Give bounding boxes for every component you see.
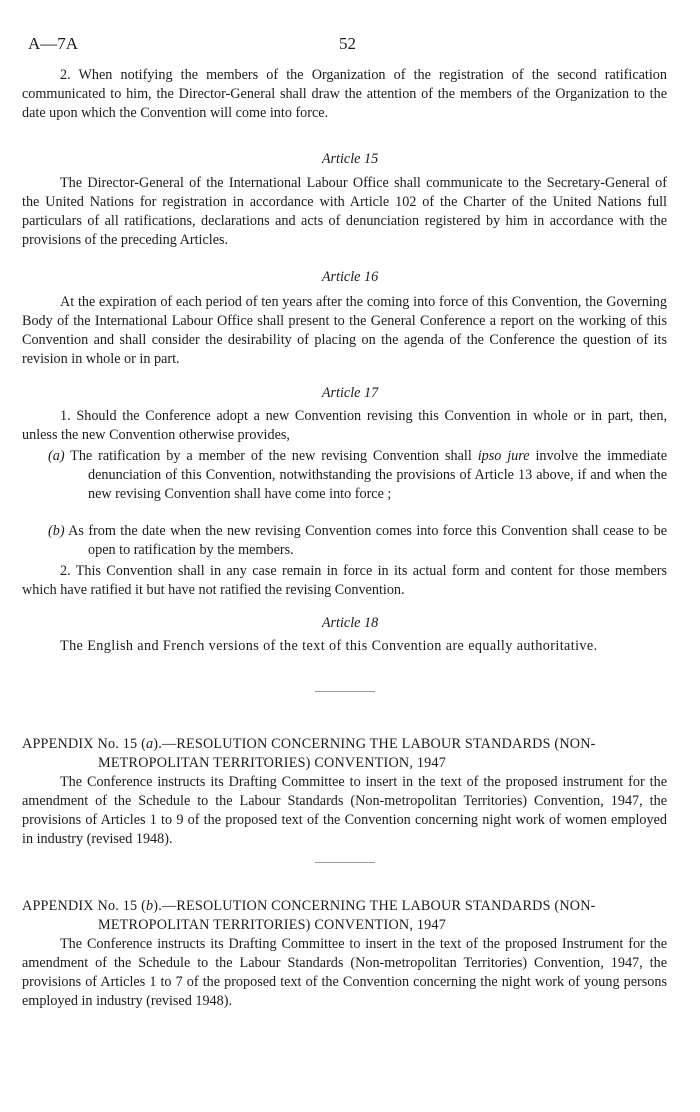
article-17-paragraph-1: 1. Should the Conference adopt a new Convention revising this Convention in whole or in part, then, unless the new Convention otherwise provides,	[22, 408, 667, 443]
appendix-15b-heading	[22, 897, 667, 935]
section-divider	[315, 691, 375, 692]
article-17-title: Article 17	[321, 385, 379, 401]
appendix-15a	[22, 735, 667, 849]
article-17-item-b	[48, 522, 667, 560]
item-a-label: (a)	[48, 448, 65, 464]
appendix-15a-text: The Conference instructs its Drafting Committee to insert in the text of the proposed instrument for the amendment of the Schedule to the Labour Standards (Non-metropolitan Territories) Convention, 1947, the provisions of Articles 1 to 9 of the proposed text of the Convention concerning night work of women employed in industry (revised 1948).	[22, 774, 667, 847]
paragraph-2: 2. When notifying the members of the Organization of the registration of the second ratification communicated to him, the Director-General shall draw the attention of the members of the Organization to the date upon which the Convention will come into force.	[22, 67, 667, 121]
section-divider	[315, 862, 375, 863]
article-16-title: Article 16	[321, 269, 379, 285]
article-15-title: Article 15	[321, 151, 379, 167]
item-a-text-end: involve the immediate denunciation of this Convention, notwithstanding the provisions of Article 13 above, if and when the new revising Convention shall have come into force ;	[88, 448, 667, 502]
article-18-text: The English and French versions of the text of this Convention are equally authoritative.	[60, 638, 598, 654]
page-number: 52	[339, 34, 356, 53]
document-reference: A—7A	[28, 34, 79, 53]
page-header	[28, 34, 670, 58]
appendix-15a-heading	[22, 735, 667, 773]
item-a-latin-term: ipso jure	[477, 448, 530, 464]
item-b-label: (b)	[48, 523, 65, 539]
article-16-text: At the expiration of each period of ten years after the coming into force of this Convention, the Governing Body of the International Labour Office shall present to the General Conference a report on the working of this Convention and shall consider the desirability of placing on the agenda of the Conference the question of its revision in whole or in part.	[22, 294, 667, 367]
appendix-15b-title: ).—RESOLUTION CONCERNING THE LABOUR STANDARDS (NON-METROPOLITAN TERRITORIES) CONVENTION, 1947	[98, 898, 596, 933]
appendix-15b-text: The Conference instructs its Drafting Committee to insert in the text of the proposed Instrument for the amendment of the Schedule to the Labour Standards (Non-metropolitan Territories) Convention, 1947, the provisions of Articles 1 to 7 of the proposed text of the Convention concerning the night work of young persons employed in industry (revised 1948).	[22, 936, 667, 1009]
article-17-paragraph-2: 2. This Convention shall in any case remain in force in its actual form and content for those members which have ratified it but have not ratified the revising Convention.	[22, 563, 667, 598]
item-b-text: As from the date when the new revising Convention comes into force this Convention shall cease to be open to ratification by the members.	[64, 523, 667, 558]
appendix-15b-letter: b	[146, 898, 154, 914]
article-15-text: The Director-General of the International Labour Office shall communicate to the Secretary-General of the United Nations for registration in accordance with Article 102 of the Charter of the United Nations full particulars of all ratifications, declarations and acts of denunciation registered by him in accordance with the provisions of the preceding Articles.	[22, 175, 667, 248]
article-17-item-a	[48, 447, 667, 504]
appendix-15a-title: ).—RESOLUTION CONCERNING THE LABOUR STANDARDS (NON-METROPOLITAN TERRITORIES) CONVENTION, 1947	[98, 736, 596, 771]
appendix-15a-prefix: APPENDIX No. 15 (	[22, 736, 146, 752]
appendix-15b-prefix: APPENDIX No. 15 (	[22, 898, 146, 914]
item-a-text-start: The ratification by a member of the new revising Convention shall	[64, 448, 478, 464]
appendix-15b	[22, 897, 667, 1011]
appendix-15a-letter: a	[146, 736, 154, 752]
article-18-title: Article 18	[321, 615, 379, 631]
